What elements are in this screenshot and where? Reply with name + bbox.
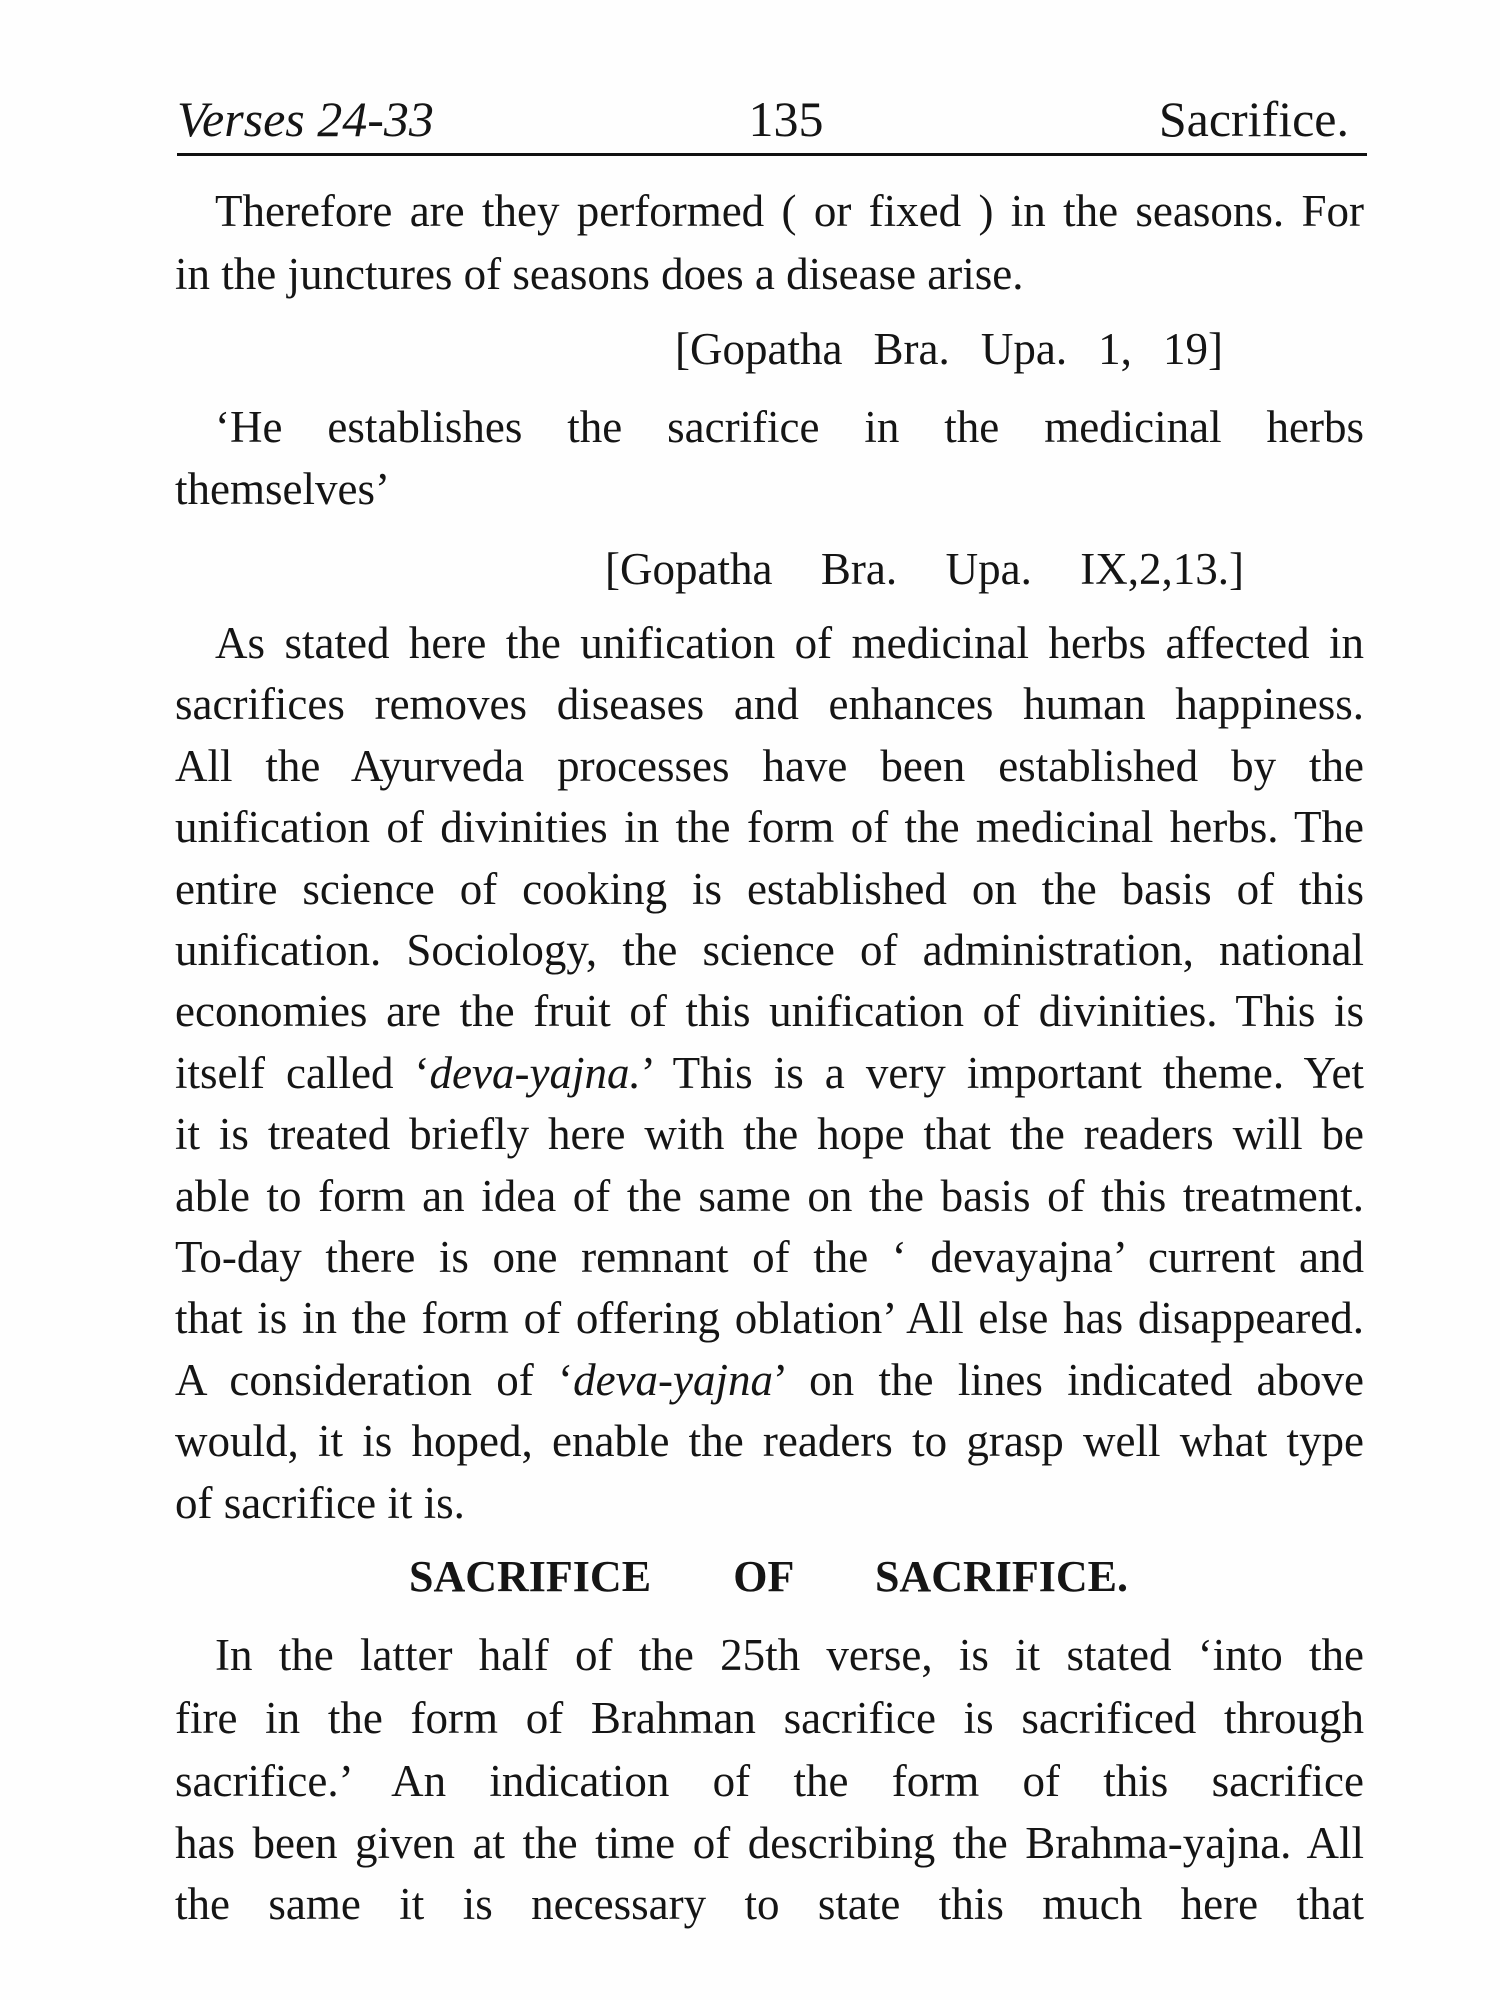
line-text: ’ This is a very important theme. Yet <box>640 1048 1365 1098</box>
paragraph-line: sacrifice.’ An indication of the form of this sacrifice <box>175 1756 1364 1806</box>
running-title: Verses 24-33 <box>177 91 434 147</box>
paragraph-line: Therefore are they performed ( or fixed ) in the seasons. For <box>215 186 1364 236</box>
paragraph-line: entire science of cooking is established on the basis of this <box>175 864 1364 914</box>
line-text: ’ on the lines indicated above <box>773 1355 1364 1405</box>
paragraph-line: fire in the form of Brahman sacrifice is sacrificed through <box>175 1693 1364 1743</box>
quote-line: ‘He establishes the sacrifice in the medicinal herbs <box>215 402 1364 452</box>
paragraph-line: In the latter half of the 25th verse, is it stated ‘into the <box>215 1630 1364 1680</box>
italic-term: deva-yajna <box>573 1355 774 1405</box>
paragraph-line: has been given at the time of describing the Brahma-yajna. All <box>175 1818 1364 1868</box>
citation: [Gopatha Bra. Upa. 1, 19] <box>675 324 1223 374</box>
paragraph-line: that is in the form of offering oblation’ All else has disappeared. <box>175 1293 1364 1343</box>
line-text: A consideration of ‘ <box>175 1355 574 1405</box>
paragraph-line: economies are the fruit of this unification of divinities. This is <box>175 986 1364 1036</box>
paragraph-line: sacrifices removes diseases and enhances human happiness. <box>175 679 1364 729</box>
section-heading: SACRIFICE OF SACRIFICE. <box>409 1552 1128 1601</box>
header-rule <box>177 153 1367 156</box>
paragraph-line: unification. Sociology, the science of administration, national <box>175 925 1364 975</box>
paragraph-line: unification of divinities in the form of the medicinal herbs. The <box>175 802 1364 852</box>
quote-line: themselves’ <box>175 464 390 514</box>
italic-term: deva-yajna. <box>429 1048 641 1098</box>
paragraph-line: able to form an idea of the same on the basis of this treatment. <box>175 1171 1364 1221</box>
paragraph-line: As stated here the unification of medicinal herbs affected in <box>215 618 1364 668</box>
page-number: 135 <box>748 91 824 147</box>
paragraph-line: All the Ayurveda processes have been established by the <box>175 741 1364 791</box>
section-title: Sacrifice. <box>1158 91 1349 147</box>
paragraph-line: would, it is hoped, enable the readers to grasp well what type <box>175 1416 1364 1466</box>
paragraph-line: it is treated briefly here with the hope that the readers will be <box>175 1109 1364 1159</box>
paragraph-line: To-day there is one remnant of the ‘ devayajna’ current and <box>175 1232 1364 1282</box>
paragraph-line <box>175 1043 1364 1103</box>
line-text: itself called ‘ <box>175 1048 430 1098</box>
paragraph-line <box>175 1350 1364 1410</box>
paragraph-line: the same it is necessary to state this much here that <box>175 1879 1364 1929</box>
citation: [Gopatha Bra. Upa. IX,2,13.] <box>605 544 1244 594</box>
paragraph-line: in the junctures of seasons does a disease arise. <box>175 249 1024 299</box>
paragraph-line: of sacrifice it is. <box>175 1478 465 1528</box>
